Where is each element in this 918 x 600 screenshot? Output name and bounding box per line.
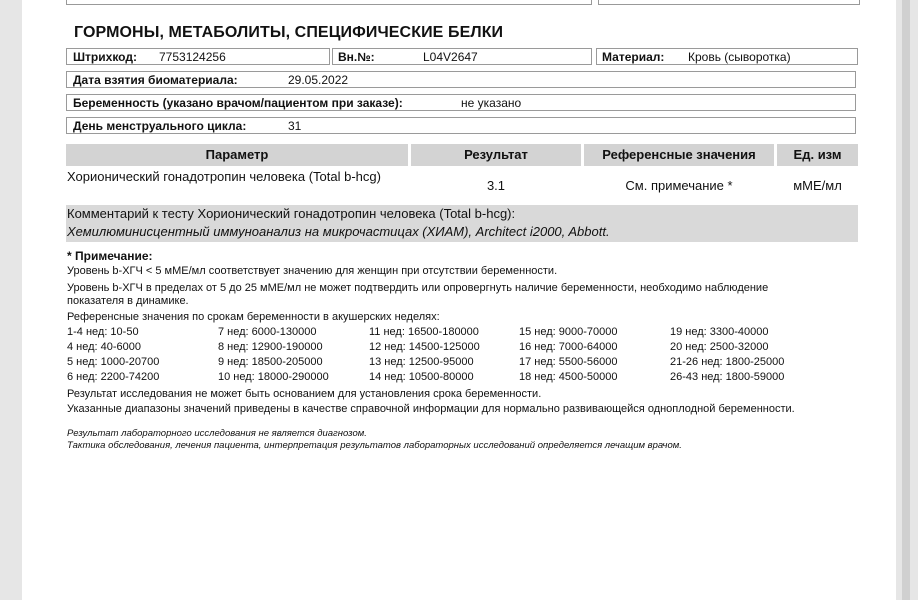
cycle-day-box <box>66 117 856 134</box>
barcode-label: Штрихкод: <box>73 50 137 64</box>
weeks-cell: 9 нед: 18500-205000 <box>218 356 323 368</box>
weeks-cell: 18 нед: 4500-50000 <box>519 371 618 383</box>
previous-section-box <box>66 0 592 5</box>
internal-no-box <box>332 48 592 65</box>
weeks-cell: 26-43 нед: 1800-59000 <box>670 371 785 383</box>
weeks-cell: 6 нед: 2200-74200 <box>67 371 160 383</box>
weeks-cell: 14 нед: 10500-80000 <box>369 371 474 383</box>
cycle-day-label: День менструального цикла: <box>73 119 247 133</box>
weeks-cell: 20 нед: 2500-32000 <box>670 341 769 353</box>
pregnancy-value: не указано <box>461 96 522 110</box>
weeks-cell: 17 нед: 5500-56000 <box>519 356 618 368</box>
note-line: Результат исследования не может быть основанием для установления срока беременности. <box>67 388 542 400</box>
weeks-cell: 13 нед: 12500-95000 <box>369 356 474 368</box>
weeks-cell: 1-4 нед: 10-50 <box>67 326 139 338</box>
weeks-cell: 11 нед: 16500-180000 <box>369 326 479 338</box>
table-header-unit: Ед. изм <box>777 144 858 166</box>
section-title: ГОРМОНЫ, МЕТАБОЛИТЫ, СПЕЦИФИЧЕСКИЕ БЕЛКИ <box>74 24 504 41</box>
right-margin <box>896 0 918 600</box>
sample-date-box <box>66 71 856 88</box>
note-line: Уровень b-ХГЧ в пределах от 5 до 25 мМЕ/мл не может подтвердить или опровергнуть наличие беременности, необходимо наблюдение <box>67 282 769 294</box>
weeks-cell: 21-26 нед: 1800-25000 <box>670 356 785 368</box>
material-box <box>596 48 858 65</box>
note-heading: * Примечание: <box>67 249 153 263</box>
note-line: Указанные диапазоны значений приведены в качестве справочной информации для нормально развивающейся одноплодной беременности. <box>67 403 795 415</box>
cycle-day-value: 31 <box>288 119 302 133</box>
comment-method: Хемилюминисцентный иммуноанализ на микрочастицах (ХИАМ), Architect i2000, Abbott. <box>67 224 610 239</box>
material-value: Кровь (сыворотка) <box>688 50 791 64</box>
weeks-cell: 16 нед: 7000-64000 <box>519 341 618 353</box>
table-header-reference: Референсные значения <box>584 144 774 166</box>
barcode-box <box>66 48 330 65</box>
left-margin <box>0 0 22 600</box>
table-header-result: Результат <box>411 144 581 166</box>
internal-no-value: L04V2647 <box>423 50 478 64</box>
internal-no-label: Вн.№: <box>338 50 375 64</box>
weeks-cell: 7 нед: 6000-130000 <box>218 326 317 338</box>
result-parameter: Хорионический гонадотропин человека (Total b-hcg) <box>67 169 381 184</box>
test-comment <box>66 205 858 242</box>
pregnancy-box <box>66 94 856 111</box>
result-value: 3.1 <box>486 178 506 193</box>
weeks-cell: 8 нед: 12900-190000 <box>218 341 323 353</box>
disclaimer-line: Результат лабораторного исследования не является диагнозом. <box>67 428 367 439</box>
weeks-cell: 4 нед: 40-6000 <box>67 341 142 353</box>
note-line: Уровень b-ХГЧ < 5 мМЕ/мл соответствует значению для женщин при отсутствии беременности. <box>67 265 558 277</box>
result-unit: мМЕ/мл <box>793 178 842 193</box>
disclaimer-line: Тактика обследования, лечения пациента, интерпретация результатов лабораторных исследований определяется лечащим врачом. <box>67 440 682 451</box>
note-line: показателя в динамике. <box>67 295 189 307</box>
table-header-parameter: Параметр <box>66 144 408 166</box>
weeks-cell: 10 нед: 18000-290000 <box>218 371 329 383</box>
weeks-cell: 12 нед: 14500-125000 <box>369 341 480 353</box>
comment-title: Комментарий к тесту Хорионический гонадотропин человека (Total b-hcg): <box>67 206 516 221</box>
weeks-cell: 15 нед: 9000-70000 <box>519 326 618 338</box>
weeks-cell: 19 нед: 3300-40000 <box>670 326 769 338</box>
barcode-value: 7753124256 <box>159 50 226 64</box>
pregnancy-label: Беременность (указано врачом/пациентом при заказе): <box>73 96 403 110</box>
note-line: Референсные значения по срокам беременности в акушерских неделях: <box>67 311 440 323</box>
sample-date-label: Дата взятия биоматериала: <box>73 73 238 87</box>
sample-date-value: 29.05.2022 <box>288 73 349 87</box>
result-reference: См. примечание * <box>625 178 733 193</box>
previous-section-box-right <box>598 0 860 5</box>
weeks-cell: 5 нед: 1000-20700 <box>67 356 160 368</box>
material-label: Материал: <box>602 50 665 64</box>
